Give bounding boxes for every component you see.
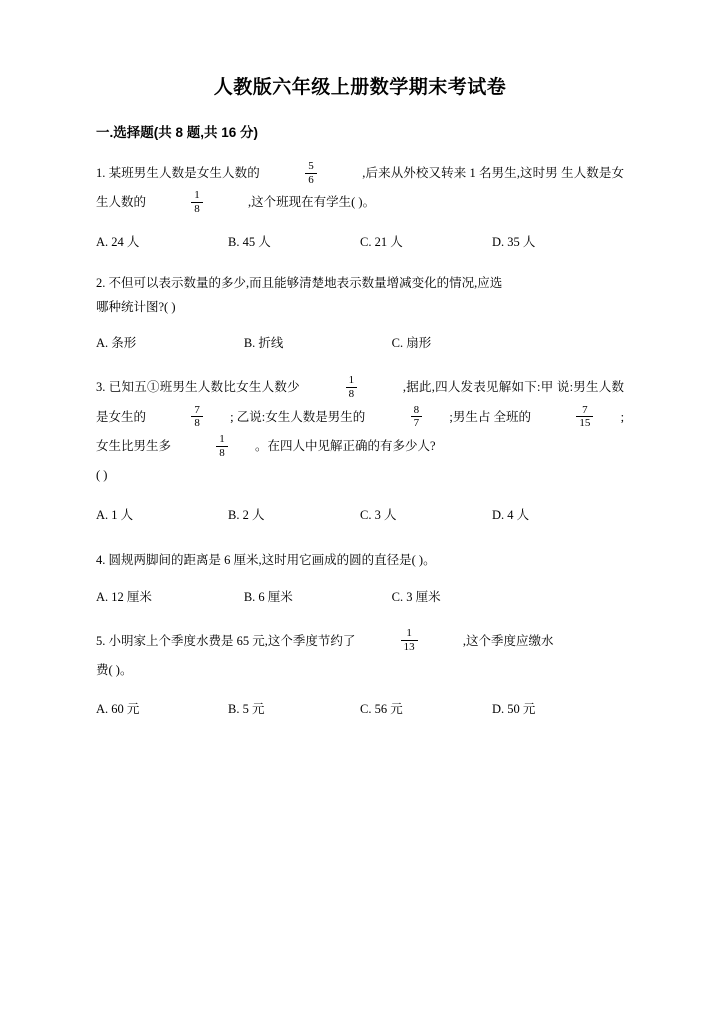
option-c[interactable]: C. 3 人 xyxy=(360,507,397,522)
question-3-text-part-7: ;女生比男生多 xyxy=(96,409,625,453)
fraction-8-7 xyxy=(411,404,423,430)
fraction-numerator: 7 xyxy=(582,403,588,416)
fraction-numerator: 1 xyxy=(219,432,225,445)
question-1-text-part-1: 1. 某班男生人数是女生人数的 xyxy=(96,166,260,180)
fraction-1-13 xyxy=(401,627,418,653)
question-1-options xyxy=(96,232,624,250)
option-a[interactable]: A. 24 人 xyxy=(96,234,140,249)
question-1-text-part-4: ,这个班现在有学生( )。 xyxy=(248,195,376,210)
question-3-text-part-9: ( ) xyxy=(96,468,108,483)
section-heading: 一.选择题(共 8 题,共 16 分) xyxy=(96,125,259,140)
fraction-denominator: 8 xyxy=(216,446,228,460)
fraction-denominator: 6 xyxy=(305,173,317,187)
option-d[interactable]: D. 35 人 xyxy=(492,234,536,249)
fraction-1-8-b xyxy=(216,433,228,459)
question-4 xyxy=(96,549,624,573)
fraction-denominator: 8 xyxy=(346,387,358,401)
page-content xyxy=(96,72,624,739)
option-a[interactable]: A. 条形 xyxy=(96,336,137,351)
question-2-text-part-2: 哪种统计图?( ) xyxy=(96,299,176,314)
option-c[interactable]: C. 56 元 xyxy=(360,702,403,717)
option-a[interactable]: A. 60 元 xyxy=(96,702,140,717)
question-5-text-part-1: 5. 小明家上个季度水费是 65 元,这个季度节约了 xyxy=(96,633,356,648)
fraction-numerator: 1 xyxy=(194,189,200,202)
question-3-text-part-6: 全班的 xyxy=(493,409,532,424)
fraction-denominator: 7 xyxy=(411,416,423,430)
question-1-text-part-2: ,后来从外校又转来 1 名男生,这时男 xyxy=(362,166,558,180)
fraction-denominator: 13 xyxy=(401,640,418,654)
fraction-numerator: 8 xyxy=(413,403,420,416)
question-1 xyxy=(96,159,624,218)
option-d[interactable]: D. 4 人 xyxy=(492,507,530,522)
option-c[interactable]: C. 扇形 xyxy=(391,336,432,351)
option-b[interactable]: B. 折线 xyxy=(243,336,284,351)
option-d[interactable]: D. 50 元 xyxy=(492,702,536,717)
question-3-text-part-4: ; 乙说:女生人数是男生的 xyxy=(230,409,366,424)
fraction-numerator: 5 xyxy=(308,159,314,172)
fraction-denominator: 8 xyxy=(191,202,203,216)
question-5 xyxy=(96,627,624,686)
question-3-text-part-3: 说:男生人数是女生的 xyxy=(96,380,625,424)
question-2 xyxy=(96,272,624,320)
question-3-text-part-5: ;男生占 xyxy=(449,409,491,424)
question-2-options xyxy=(96,333,624,351)
fraction-numerator: 7 xyxy=(194,403,200,416)
question-3-text-part-1: 3. 已知五①班男生人数比女生人数少 xyxy=(96,380,300,395)
option-c[interactable]: C. 21 人 xyxy=(360,234,403,249)
fraction-numerator: 1 xyxy=(348,374,355,387)
fraction-7-15 xyxy=(576,404,593,430)
option-b[interactable]: B. 45 人 xyxy=(228,234,271,249)
fraction-denominator: 15 xyxy=(576,416,593,430)
question-5-text-part-3: 费( )。 xyxy=(96,662,133,677)
option-b[interactable]: B. 6 厘米 xyxy=(243,589,293,604)
question-5-options xyxy=(96,699,624,717)
option-a[interactable]: A. 12 厘米 xyxy=(96,589,152,604)
question-5-text-part-2: ,这个季度应缴水 xyxy=(462,633,554,648)
fraction-1-8 xyxy=(191,189,203,215)
question-3 xyxy=(96,373,624,491)
question-4-text: 4. 圆规两脚间的距离是 6 厘米,这时用它画成的圆的直径是( )。 xyxy=(96,552,436,567)
question-3-text-part-2: ,据此,四人发表见解如下:甲 xyxy=(402,380,554,395)
option-c[interactable]: C. 3 厘米 xyxy=(391,589,441,604)
option-b[interactable]: B. 2 人 xyxy=(228,507,265,522)
fraction-7-8 xyxy=(191,404,203,430)
question-3-options xyxy=(96,505,624,523)
question-1-text-part-3: 生人数是女生人数的 xyxy=(96,166,625,210)
option-a[interactable]: A. 1 人 xyxy=(96,507,134,522)
page-title: 人教版六年级上册数学期末考试卷 xyxy=(213,77,507,98)
fraction-denominator: 8 xyxy=(191,416,203,430)
option-b[interactable]: B. 5 元 xyxy=(228,702,265,717)
fraction-numerator: 1 xyxy=(406,627,412,640)
question-4-options xyxy=(96,587,624,605)
fraction-1-8 xyxy=(346,374,358,400)
question-2-text-part-1: 2. 不但可以表示数量的多少,而且能够清楚地表示数量增减变化的情况,应选 xyxy=(96,275,503,290)
fraction-5-6 xyxy=(305,160,317,186)
question-3-text-part-8: 。在四人中见解正确的有多少人? xyxy=(255,439,436,453)
